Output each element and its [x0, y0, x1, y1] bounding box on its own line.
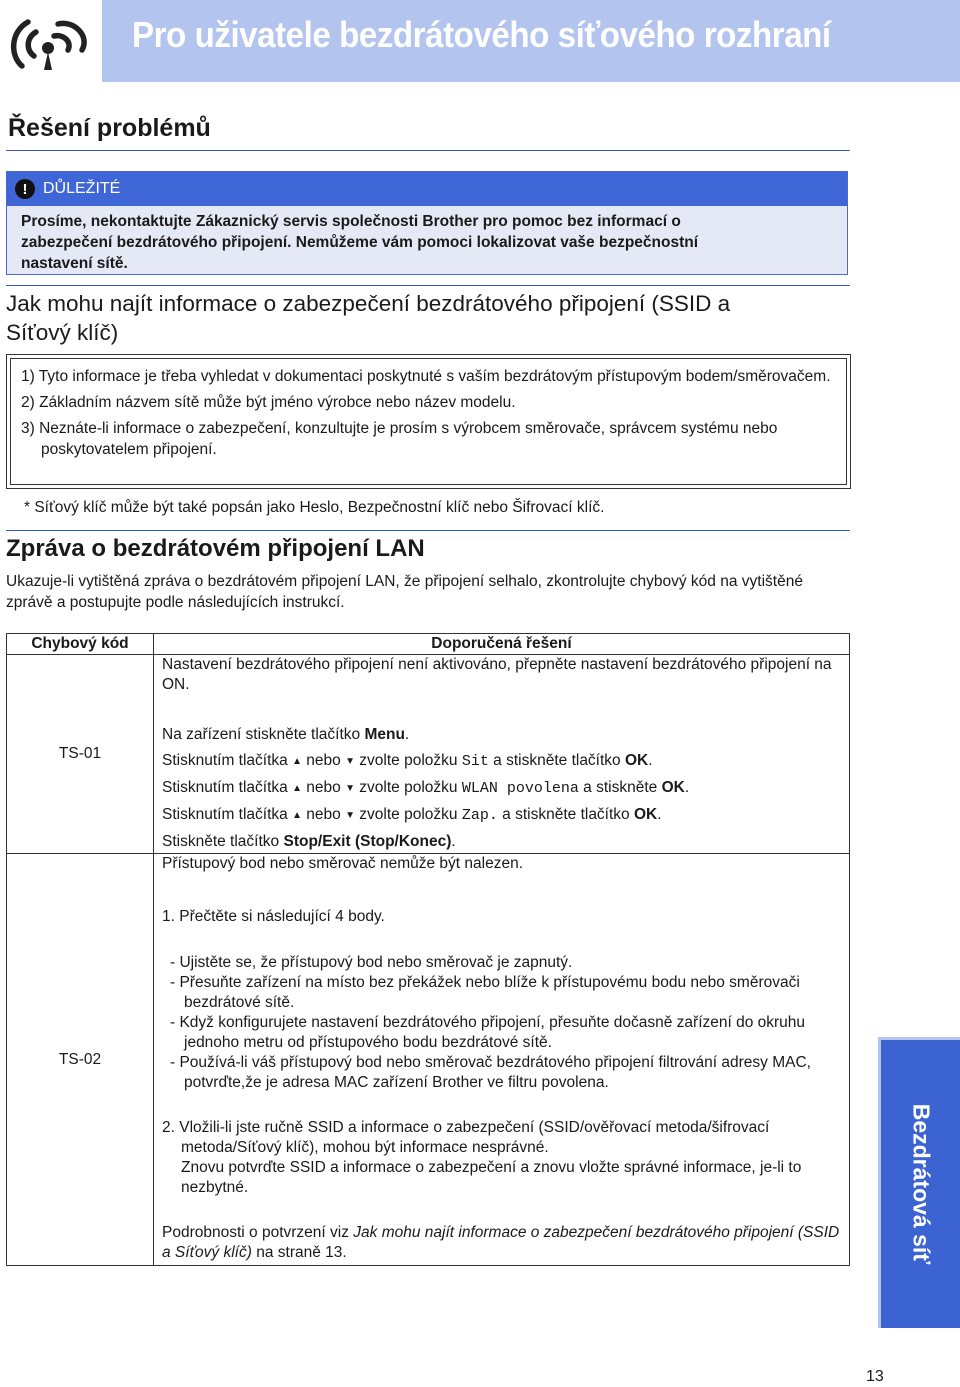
solution-point-2: 2. Vložili-li jste ručně SSID a informace o zabezpečení (SSID/ověřovací metoda/šifrovací metoda/Síťový klíč), mohou být informace nesprávné. [162, 1119, 770, 1156]
solution-point-1: 1. Přečtěte si následující 4 body. [162, 908, 385, 925]
important-line: nastavení sítě. [21, 255, 128, 272]
network-key-footnote: * Síťový klíč může být také popsán jako Heslo, Bezpečnostní klíč nebo Šifrovací klíč. [24, 499, 605, 516]
step-line: Stisknutím tlačítka ▲ nebo ▼ zvolte položku Zap. a stiskněte tlačítko OK. [162, 806, 662, 824]
important-line: Prosíme, nekontaktujte Zákaznický servis společnosti Brother pro pomoc bez informací o [21, 213, 681, 230]
exclamation-icon: ! [15, 179, 35, 199]
section-rule [6, 150, 850, 151]
security-info-heading [6, 289, 856, 347]
down-arrow-icon: ▼ [345, 810, 355, 821]
solution-cell [154, 854, 850, 1266]
header-band [102, 0, 960, 82]
checklist-item: - Přesuňte zařízení na místo bez překážek nebo blíže k přístupovému bodu nebo směrovači bezdrátové sítě. [170, 974, 800, 1011]
up-arrow-icon: ▲ [292, 810, 302, 821]
down-arrow-icon: ▼ [345, 783, 355, 794]
table-header-solution: Doporučená řešení [154, 634, 850, 655]
important-line: zabezpečení bezdrátového připojení. Nemůžeme vám pomoci lokalizovat vaše bezpečnostní [21, 234, 699, 251]
table-row [7, 854, 850, 1266]
info-item: 3) Neznáte-li informace o zabezpečení, konzultujte je prosím s výrobcem směrovače, správcem systému nebo poskytovatelem připojení. [21, 420, 778, 458]
step-line: Stisknutím tlačítka ▲ nebo ▼ zvolte položku WLAN povolena a stiskněte OK. [162, 779, 690, 797]
important-header [7, 172, 847, 206]
security-info-box-inner [10, 358, 847, 485]
step-line: Stiskněte tlačítko Stop/Exit (Stop/Konec). [162, 833, 456, 850]
table-row [7, 655, 850, 854]
error-code-table [6, 633, 850, 1266]
checklist-item: - Ujistěte se, že přístupový bod nebo směrovač je zapnutý. [170, 954, 573, 971]
section-title-troubleshooting [8, 114, 211, 143]
important-label: DŮLEŽITÉ [43, 180, 121, 197]
info-item: 1) Tyto informace je třeba vyhledat v dokumentaci poskytnuté s vaším bezdrátovým přístupovým bodem/směrovačem. [21, 368, 831, 385]
solution-summary: Přístupový bod nebo směrovač nemůže být nalezen. [162, 855, 524, 872]
side-tab-label: Bezdrátová síť [908, 1103, 934, 1265]
wlan-report-intro: Ukazuje-li vytištěná zpráva o bezdrátovém připojení LAN, že připojení selhalo, zkontrolujte chybový kód na vytištěné zprávě a postupujte podle následujících instrukcí. [6, 573, 803, 611]
section-title-text: Zpráva o bezdrátovém připojení LAN [6, 535, 425, 562]
up-arrow-icon: ▲ [292, 783, 302, 794]
page-number: 13 [866, 1368, 884, 1385]
security-info-box [6, 354, 851, 489]
checklist-item: - Používá-li váš přístupový bod nebo směrovač bezdrátového připojení filtrování adresy MAC, potvrďte,že je adresa MAC zařízení Brother ve filtru povolena. [170, 1054, 811, 1091]
page-reference: Podrobnosti o potvrzení viz Jak mohu najít informace o zabezpečení bezdrátového připojení (SSID a Síťový klíč) na straně 13. [162, 1224, 840, 1261]
section-title-wlan-report [6, 535, 425, 563]
heading-line: Jak mohu najít informace o zabezpečení bezdrátového připojení (SSID a [6, 291, 731, 316]
important-notice [6, 171, 848, 275]
error-code-cell: TS-01 [7, 655, 154, 854]
section-title-text: Řešení problémů [8, 114, 211, 142]
info-item: 2) Základním názvem sítě může být jméno výrobce nebo název modelu. [21, 394, 516, 411]
table-header-code: Chybový kód [7, 634, 154, 655]
table-header-row [7, 634, 850, 655]
important-text [7, 206, 847, 274]
wireless-network-icon [4, 10, 94, 72]
heading-line: Síťový klíč) [6, 320, 119, 345]
solution-summary: Nastavení bezdrátového připojení není aktivováno, přepněte nastavení bezdrátového připojení na ON. [162, 656, 832, 693]
subsection-rule [6, 285, 850, 286]
checklist-item: - Když konfigurujete nastavení bezdrátového připojení, přesuňte dočasně zařízení do okruhu jednoho metru od přístupového bodu bezdrátové sítě. [170, 1014, 806, 1051]
header-title: Pro uživatele bezdrátového síťového rozhraní [132, 14, 831, 55]
side-tab-wireless [878, 1037, 960, 1328]
solution-cell [154, 655, 850, 854]
error-code-cell: TS-02 [7, 854, 154, 1266]
up-arrow-icon: ▲ [292, 756, 302, 767]
step-line: Na zařízení stiskněte tlačítko Menu. [162, 726, 410, 743]
down-arrow-icon: ▼ [345, 756, 355, 767]
solution-point-2-cont: Znovu potvrďte SSID a informace o zabezpečení a znovu vložte správné informace, je-li to nezbytné. [181, 1159, 802, 1196]
step-line: Stisknutím tlačítka ▲ nebo ▼ zvolte položku Sit a stiskněte tlačítko OK. [162, 752, 653, 770]
section-rule [6, 530, 850, 531]
reference-link-text: Jak mohu najít informace o zabezpečení bezdrátového připojení (SSID a Síťový klíč) [162, 1224, 840, 1261]
